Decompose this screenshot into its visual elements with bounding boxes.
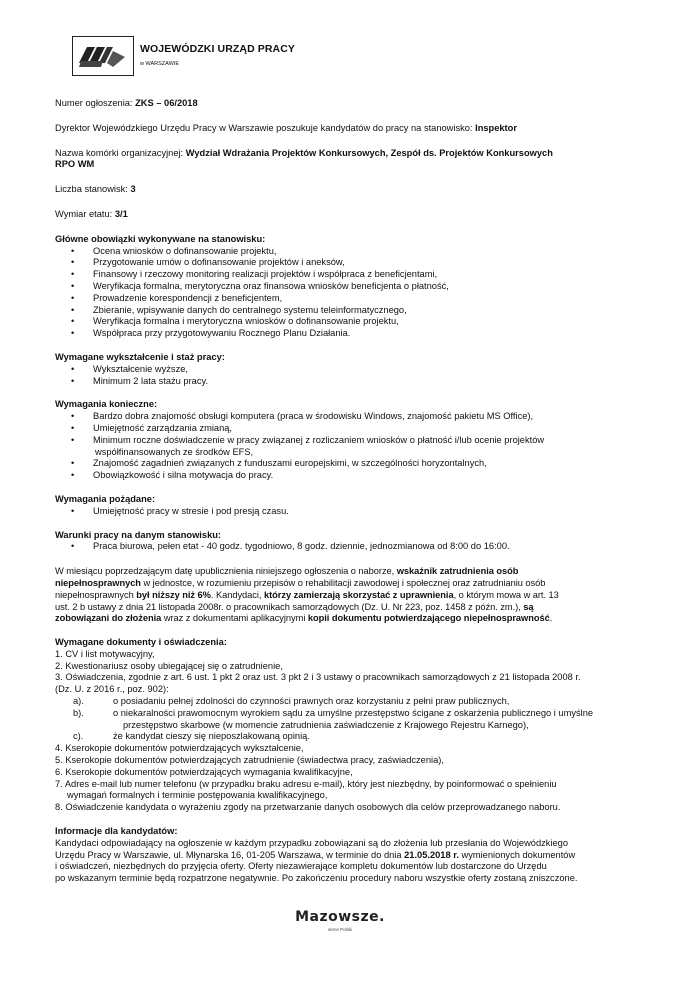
list-item: 1. CV i list motywacyjny, bbox=[55, 648, 155, 659]
mazowsze-logo-word: Mazowsze. bbox=[295, 909, 385, 925]
list-item: • Weryfikacja formalna i merytoryczna wniosków o dofinansowanie projektu, bbox=[71, 316, 399, 327]
education-list bbox=[71, 364, 635, 388]
list-item: • Minimum roczne doświadczenie w pracy związanej z rozliczaniem wniosków o płatność i/lub ocenie projektów współfinansowanych ze środków EFS, bbox=[71, 434, 545, 457]
list-item: • Ocena wniosków o dofinansowanie projektu, bbox=[71, 245, 277, 256]
unit-line: Nazwa komórki organizacyjnej: Wydział Wdrażania Projektów Konkursowych, Zespół ds. Projektów Konkursowych bbox=[55, 147, 553, 158]
list-item: 3. Oświadczenia, zgodnie z art. 6 ust. 1 pkt 2 oraz ust. 3 pkt 2 i 3 ustawy o pracownikach samorządowych z 21 listopada 2008 r. bbox=[55, 672, 581, 683]
list-item: a). o posiadaniu pełnej zdolności do czynności prawnych oraz korzystaniu z pełni praw publicznych, bbox=[73, 696, 510, 707]
mazowsze-logo-sub: serce Polski bbox=[327, 926, 353, 932]
required-list bbox=[71, 411, 635, 482]
conditions-title: Warunki pracy na danym stanowisku: bbox=[55, 529, 222, 540]
announcement-number: Numer ogłoszenia: ZKS – 06/2018 bbox=[55, 98, 198, 108]
list-item: • Obowiązkowość i silna motywacja do pracy. bbox=[71, 470, 274, 481]
list-item: b). o niekaralności prawomocnym wyrokiem sądu za umyślne przestępstwo ścigane z oskarżenia publicznego i umyślne bbox=[73, 707, 594, 718]
list-item: • Bardzo dobra znajomość obsługi komputera (praca w środowisku Windows, znajomość pakietu MS Office), bbox=[71, 411, 534, 422]
wup-logo-text bbox=[140, 44, 295, 71]
fte-line: Wymiar etatu: 3/1 bbox=[55, 208, 128, 219]
positions-count: Liczba stanowisk: 3 bbox=[55, 184, 136, 195]
list-item: 2. Kwestionariusz osoby ubiegającej się o zatrudnienie, bbox=[55, 660, 283, 671]
info-paragraph: Kandydaci odpowiadający na ogłoszenie w każdym przypadku zobowiązani są do złożenia lub przesłania do Wojewódzkiego Urzędu Pracy w Warszawie, ul. Młynarska 16, 01-205 Warszawa, w terminie do dnia 21.05.2018 r. wymienionych dokumentów i oświadczeń, niezbędnych do przyjęcia oferty. Oferty niezawierające kompletu dokumentów lub dostarczone do Urzędu po wskazanym terminie będą rozpatrzone negatywnie. Po zakończeniu procedury naboru wszystkie oferty zostaną zniszczone. bbox=[55, 837, 578, 884]
desired-title: Wymagania pożądane: bbox=[55, 493, 156, 504]
list-item: • Znajomość zagadnień związanych z funduszami europejskimi, w szczególności horyzontalnych, bbox=[71, 458, 487, 469]
list-item: • Prowadzenie korespondencji z beneficjentem, bbox=[71, 292, 283, 303]
mazowsze-logo bbox=[290, 909, 390, 936]
logo-title: WOJEWÓDZKI URZĄD PRACY bbox=[140, 43, 296, 55]
list-item-cont: (Dz. U. z 2016 r., poz. 902): bbox=[55, 684, 169, 695]
list-item: 5. Kserokopie dokumentów potwierdzających zatrudnienie (świadectwa pracy, zaświadczenia), bbox=[55, 755, 444, 766]
announcement-number-value: ZKS – 06/2018 bbox=[135, 98, 198, 108]
unit-value-cont: RPO WM bbox=[55, 159, 95, 170]
unit-value: Wydział Wdrażania Projektów Konkursowych, Zespół ds. Projektów Konkursowych bbox=[185, 147, 553, 158]
wup-logo-graphic bbox=[73, 37, 133, 75]
wup-logo bbox=[72, 36, 134, 76]
list-item: • Zbieranie, wpisywanie danych do centralnego systemu teleinformatycznego, bbox=[71, 304, 407, 315]
list-item: 8. Oświadczenie kandydata o wyrażeniu zgody na przetwarzanie danych osobowych dla celów przeprowadzanego naboru. bbox=[55, 802, 561, 813]
duties-list bbox=[71, 246, 635, 340]
list-item: • Współpraca przy przygotowywaniu Rocznego Planu Działania. bbox=[71, 328, 351, 339]
list-item: 4. Kserokopie dokumentów potwierdzających wykształcenie, bbox=[55, 743, 304, 754]
info-title: Informacje dla kandydatów: bbox=[55, 826, 178, 837]
list-item: 7. Adres e-mail lub numer telefonu (w przypadku braku adresu e-mail), który jest niezbędny, by poinformować o spełnieniu bbox=[55, 778, 557, 789]
document-body bbox=[55, 96, 635, 885]
list-item: • Finansowy i rzeczowy monitoring realizacji projektów i współpraca z beneficjentami, bbox=[71, 269, 438, 280]
list-item: • Przygotowanie umów o dofinansowanie projektów i aneksów, bbox=[71, 257, 345, 268]
conditions-list bbox=[71, 541, 635, 553]
intro-line: Dyrektor Wojewódzkiego Urzędu Pracy w Warszawie poszukuje kandydatów do pracy na stanowisko: Inspektor bbox=[55, 122, 517, 133]
list-item: c). że kandydat cieszy się nieposzlakowaną opinią. bbox=[73, 731, 310, 742]
desired-list bbox=[71, 506, 635, 518]
position-name: Inspektor bbox=[475, 122, 517, 133]
list-item: • Umiejętność zarządzania zmianą, bbox=[71, 422, 232, 433]
list-item-cont: przestępstwo skarbowe (w momencie zatrudnienia zaświadczenie z Krajowego Rejestru Karnego), bbox=[123, 719, 529, 730]
list-item: • Wykształcenie wyższe, bbox=[71, 363, 188, 374]
disability-paragraph: W miesiącu poprzedzającym datę upublicznienia niniejszego ogłoszenia o naborze, wskaźnik zatrudnienia osób niepełnosprawnych w jednostce, w rozumieniu przepisów o rehabilitacji zawodowej i społecznej oraz zatrudnianiu osób niepełnosprawnych był niższy niż 6%. Kandydaci, którzy zamierzają skorzystać z uprawnienia, o którym mowa w art. 13 ust. 2 b ustawy z dnia 21 listopada 2008r. o pracownikach samorządowych (Dz. U. Nr 223, poz. 1458 z późn. zm.), są zobowiązani do złożenia wraz z dokumentami aplikacyjnymi kopii dokumentu potwierdzającego niepełnosprawność. bbox=[55, 566, 559, 624]
list-item: • Umiejętność pracy w stresie i pod presją czasu. bbox=[71, 505, 289, 516]
logo-subtitle: w WARSZAWIE bbox=[140, 60, 180, 67]
list-item: • Minimum 2 lata stażu pracy. bbox=[71, 375, 209, 386]
declarations-sublist bbox=[73, 696, 635, 743]
list-item: • Praca biurowa, pełen etat - 40 godz. tygodniowo, 8 godz. dziennie, jednozmianowa od 8:00 do 16:00. bbox=[71, 541, 510, 552]
list-item-cont: wymagań formalnych i terminie postępowania kwalifikacyjnego, bbox=[67, 790, 328, 801]
documents-title: Wymagane dokumenty i oświadczenia: bbox=[55, 637, 227, 648]
list-item: • Weryfikacja formalna, merytoryczna oraz finansowa wniosków beneficjenta o płatność, bbox=[71, 280, 449, 291]
list-item: 6. Kserokopie dokumentów potwierdzających wymagania kwalifikacyjne, bbox=[55, 766, 353, 777]
documents-list bbox=[55, 649, 635, 814]
duties-title: Główne obowiązki wykonywane na stanowisku: bbox=[55, 233, 266, 244]
education-title: Wymagane wykształcenie i staż pracy: bbox=[55, 351, 225, 362]
required-title: Wymagania konieczne: bbox=[55, 399, 158, 410]
